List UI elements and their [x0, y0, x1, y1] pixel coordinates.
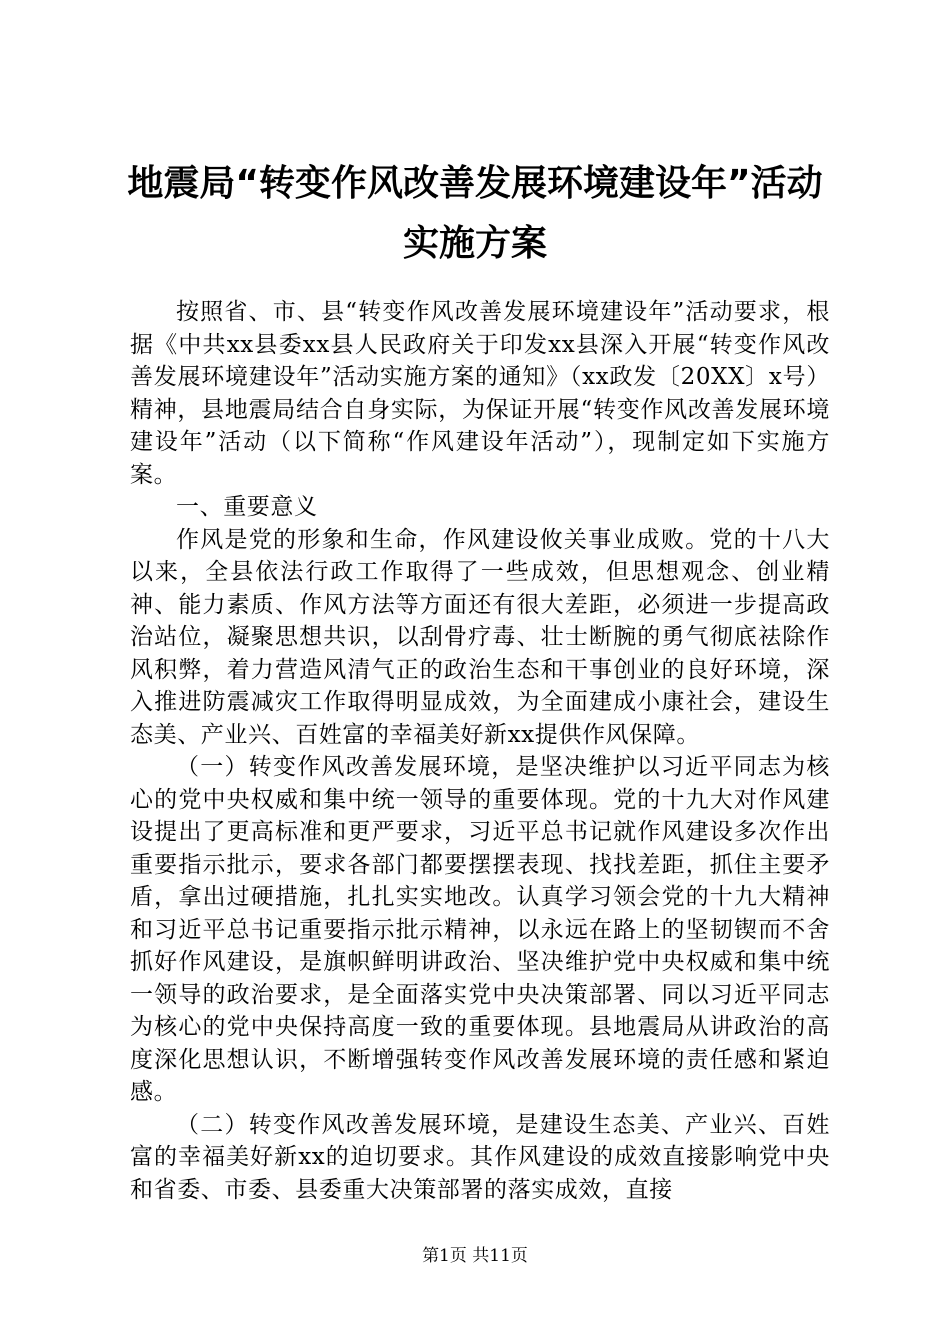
paragraph-point-one: （一）转变作风改善发展环境，是坚决维护以习近平同志为核心的党中央权威和集中统一领导的重要体现。党的十九大对作风建设提出了更高标准和更严要求，习近平总书记就作风建设多次作出重要指示批示，要求各部门都要摆摆表现、找找差距，抓住主要矛盾，拿出过硬措施，扎扎实实地改。认真学习领会党的十九大精神和习近平总书记重要指示批示精神，以永远在路上的坚韧锲而不舍抓好作风建设，是旗帜鲜明讲政治、坚决维护党中央权威和集中统一领导的政治要求，是全面落实党中央决策部署、同以习近平同志为核心的党中央保持高度一致的重要体现。县地震局从讲政治的高度深化思想认识，不断增强转变作风改善发展环境的责任感和紧迫感。: [130, 754, 830, 1105]
section-heading-significance: 一、重要意义: [176, 494, 318, 520]
document-title-line2: 实施方案: [402, 223, 547, 264]
document-title-line1: 地震局“转变作风改善发展环境建设年”活动: [127, 163, 823, 204]
page-number-footer: 第1页 共11页: [422, 1246, 528, 1266]
document-body: [130, 296, 830, 1206]
paragraph-point-two: （二）转变作风改善发展环境，是建设生态美、产业兴、百姓富的幸福美好新xx的迫切要求。其作风建设的成效直接影响党中央和省委、市委、县委重大决策部署的落实成效，直接: [130, 1111, 830, 1203]
paragraph-intro: 按照省、市、县“转变作风改善发展环境建设年”活动要求，根据《中共xx县委xx县人民政府关于印发xx县深入开展“转变作风改善发展环境建设年”活动实施方案的通知》（xx政发〔20XX〕x号）精神，县地震局结合自身实际，为保证开展“转变作风改善发展环境建设年”活动（以下简称“作风建设年活动”），现制定如下实施方案。: [130, 299, 830, 488]
paragraph-significance: 作风是党的形象和生命，作风建设攸关事业成败。党的十八大以来，全县依法行政工作取得了一些成效，但思想观念、创业精神、能力素质、作风方法等方面还有很大差距，必须进一步提高政治站位，凝聚思想共识，以刮骨疗毒、壮士断腕的勇气彻底祛除作风积弊，着力营造风清气正的政治生态和干事创业的良好环境，深入推进防震减灾工作取得明显成效，为全面建成小康社会，建设生态美、产业兴、百姓富的幸福美好新xx提供作风保障。: [130, 526, 830, 748]
